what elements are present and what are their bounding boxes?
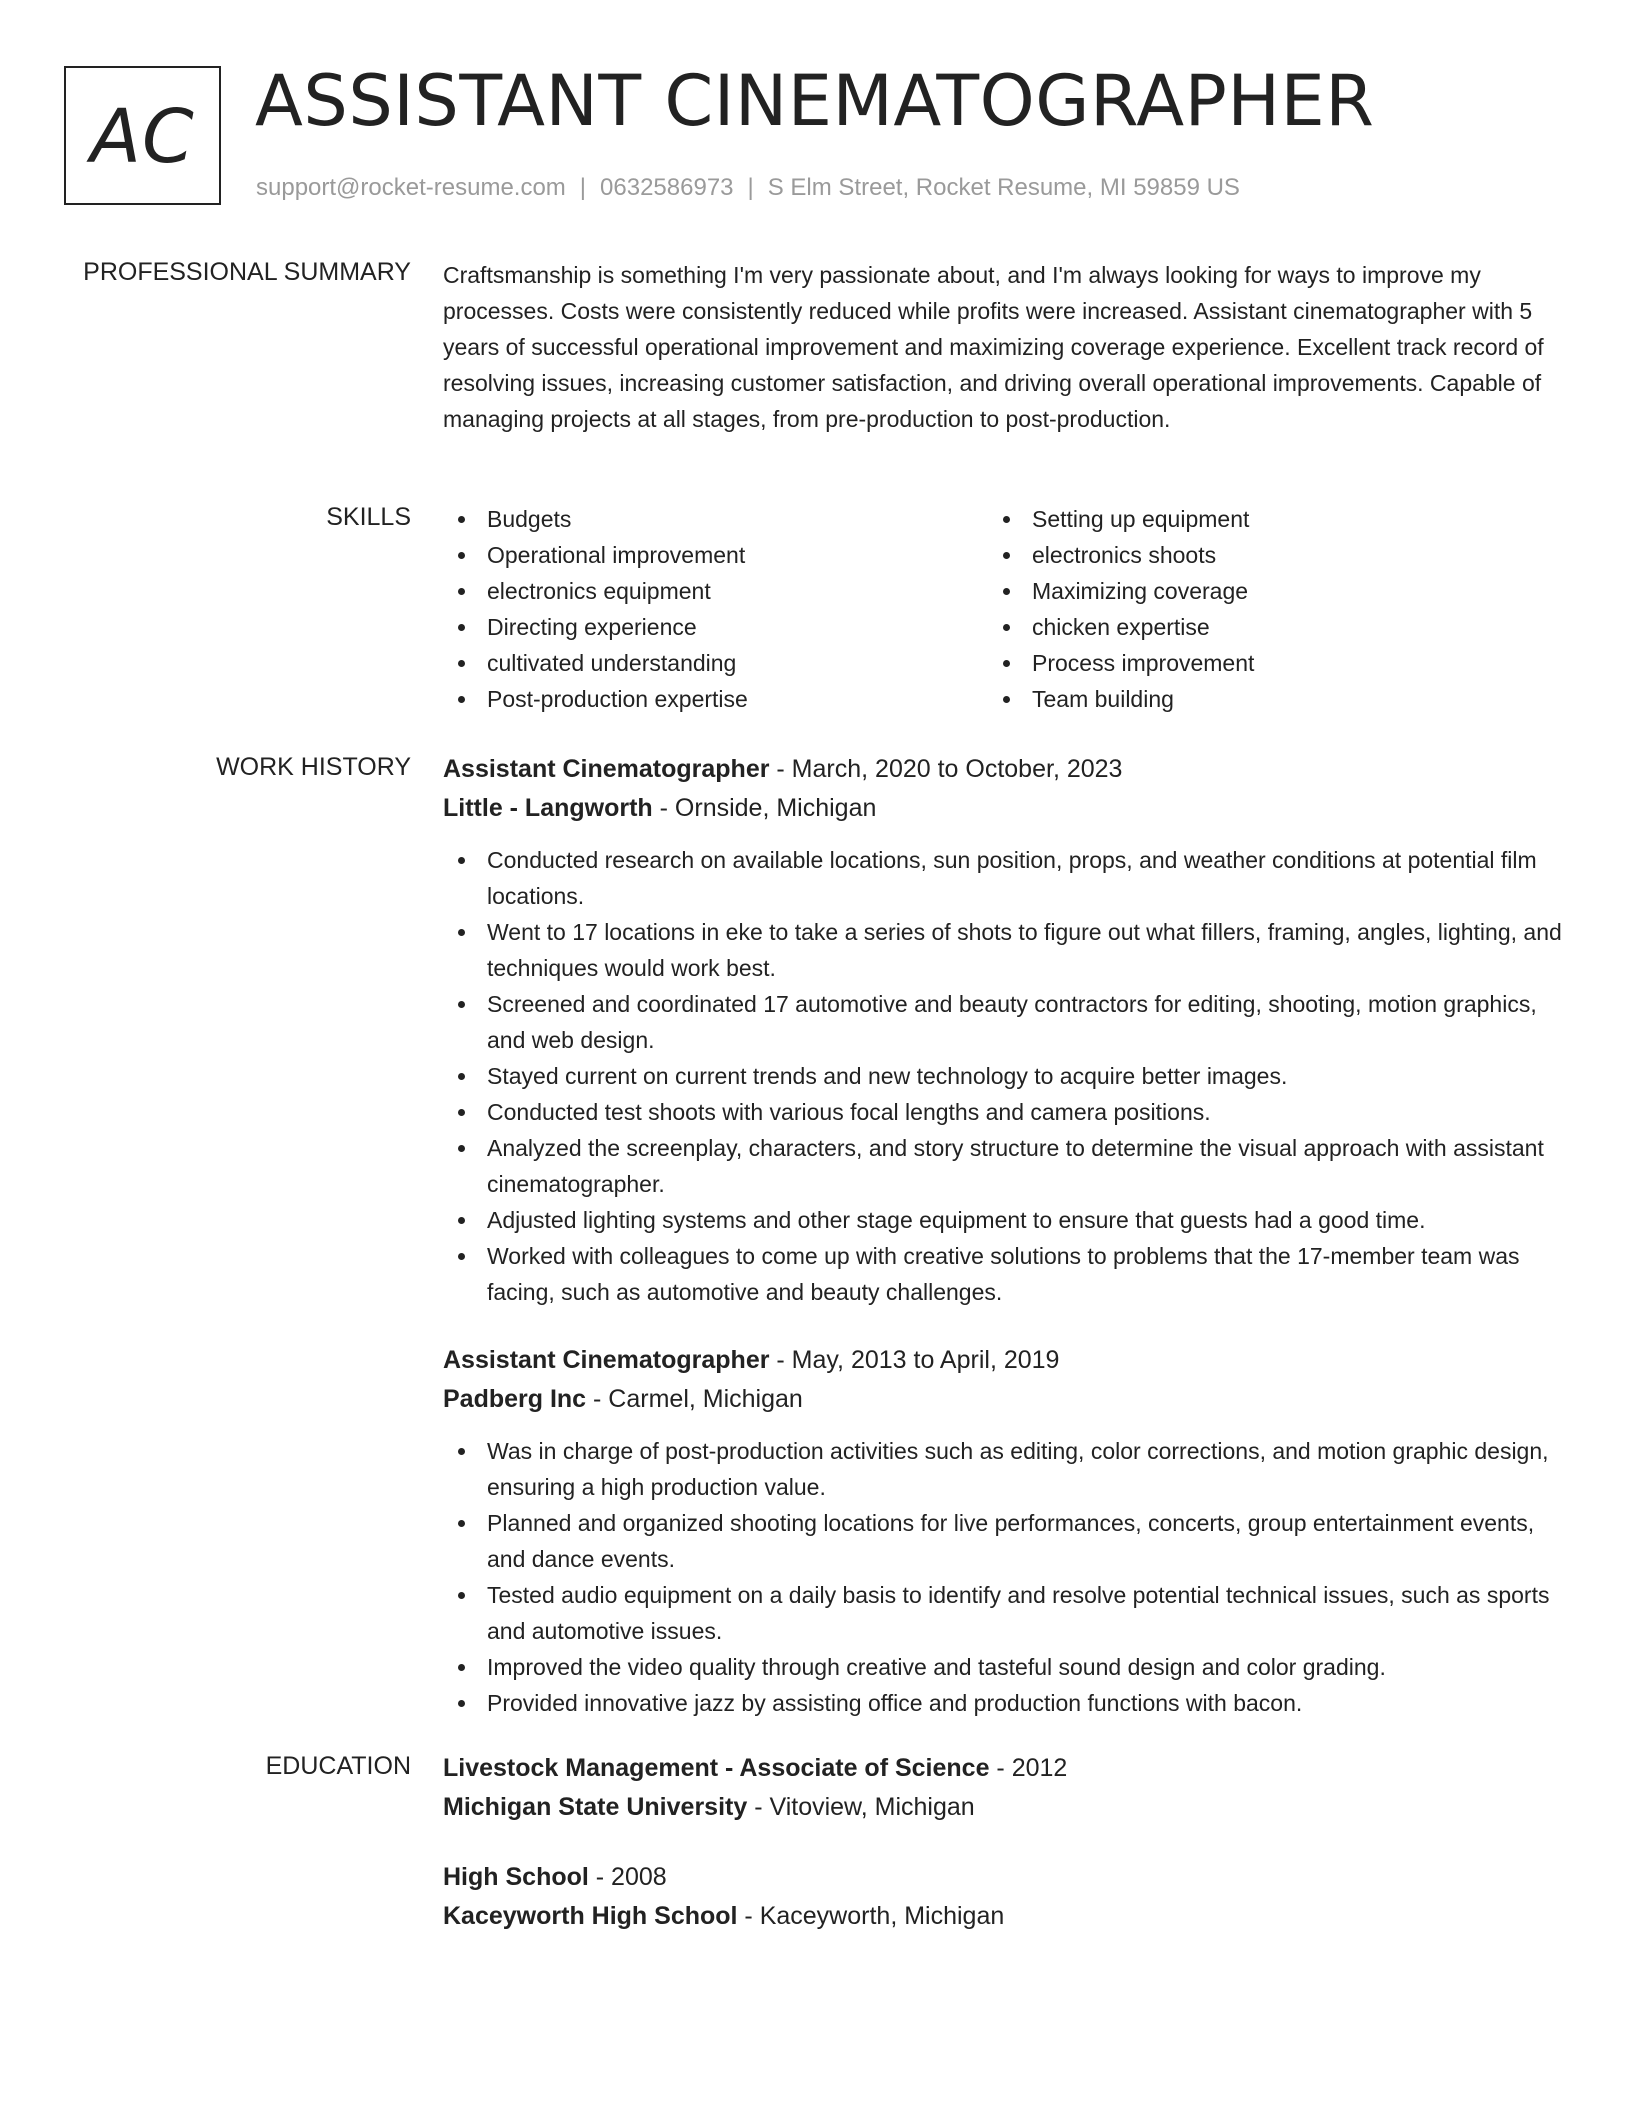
education-school-line [443,1897,1563,1936]
job-company-line [443,1380,1563,1419]
job-company-line [443,789,1563,828]
job-dates: - May, 2013 to April, 2019 [769,1346,1060,1374]
resume-title: ASSISTANT CINEMATOGRAPHER [255,60,1375,142]
job-bullets [443,842,1563,1310]
education-entry [443,1749,1563,1827]
job-location: - Carmel, Michigan [586,1385,803,1413]
job-title: Assistant Cinematographer [443,1346,770,1374]
contact-address: S Elm Street, Rocket Resume, MI 59859 US [767,174,1240,201]
skills-section [443,501,1563,717]
job-bullet: Screened and coordinated 17 automotive and beauty contractors for editing, shooting, motion graphics, and web design. [443,986,1563,1058]
job-bullet: Stayed current on current trends and new technology to acquire better images. [443,1058,1563,1094]
job-title-line [443,750,1563,789]
education-degree-line [443,1749,1563,1788]
skill-item: Process improvement [988,645,1533,681]
skills-column-right [988,501,1533,717]
job-bullet: Conducted research on available locations, sun position, props, and weather conditions at potential film locations. [443,842,1563,914]
skill-item: chicken expertise [988,609,1533,645]
job-bullet: Tested audio equipment on a daily basis to identify and resolve potential technical issues, such as sports and automotive issues. [443,1577,1563,1649]
summary-section [443,257,1563,437]
skill-item: Team building [988,681,1533,717]
job-company: Little - Langworth [443,794,653,822]
contact-separator: | [579,174,587,201]
job-bullet: Analyzed the screenplay, characters, and story structure to determine the visual approach with assistant cinematographer. [443,1130,1563,1202]
section-label-summary: PROFESSIONAL SUMMARY [83,258,411,286]
contact-phone: 0632586973 [600,174,734,201]
skills-column-left [443,501,988,717]
education-entry [443,1858,1563,1936]
job-title: Assistant Cinematographer [443,755,770,783]
monogram-box [64,66,221,205]
job-company: Padberg Inc [443,1385,587,1413]
contact-line [256,174,1240,202]
contact-separator: | [747,174,754,201]
education-section-2 [443,1858,1563,1936]
skill-item: electronics shoots [988,537,1533,573]
job-title-line [443,1341,1563,1380]
job-bullets [443,1433,1563,1721]
education-location: - Vitoview, Michigan [747,1793,975,1821]
skill-item: Directing experience [443,609,988,645]
skill-item: electronics equipment [443,573,988,609]
job-bullet: Planned and organized shooting locations for live performances, concerts, group entertainment events, and dance events. [443,1505,1563,1577]
skill-item: Budgets [443,501,988,537]
job-entry [443,750,1563,1310]
job-dates: - March, 2020 to October, 2023 [769,755,1123,783]
education-school-line [443,1788,1563,1827]
job-bullet: Was in charge of post-production activities such as editing, color corrections, and motion graphic design, ensuring a high production value. [443,1433,1563,1505]
education-degree-line [443,1858,1563,1897]
job-bullet: Worked with colleagues to come up with creative solutions to problems that the 17-member team was facing, such as automotive and beauty challenges. [443,1238,1563,1310]
education-section [443,1749,1563,1827]
summary-text: Craftsmanship is something I'm very passionate about, and I'm always looking for ways to improve my processes. Costs were consistently reduced while profits were increased. Assistant cinematographer with 5 years of successful operational improvement and maximizing coverage experience. Excellent track record of resolving issues, increasing customer satisfaction, and driving overall operational improvements. Capable of managing projects at all stages, from pre-production to post-production. [443,262,1544,432]
skill-item: Setting up equipment [988,501,1533,537]
education-school: Michigan State University [443,1793,748,1821]
education-year: - 2012 [989,1754,1068,1782]
job-location: - Ornside, Michigan [652,794,877,822]
job-bullet: Provided innovative jazz by assisting office and production functions with bacon. [443,1685,1563,1721]
monogram-initials: AC [90,93,195,180]
section-label-skills: SKILLS [326,503,411,531]
skill-item: cultivated understanding [443,645,988,681]
work-history-section [443,750,1563,1310]
education-school: Kaceyworth High School [443,1902,738,1930]
section-label-work: WORK HISTORY [216,753,411,781]
education-degree: High School [443,1863,589,1891]
skill-item: Maximizing coverage [988,573,1533,609]
education-degree: Livestock Management - Associate of Science [443,1754,990,1782]
job-bullet: Conducted test shoots with various focal lengths and camera positions. [443,1094,1563,1130]
job-bullet: Went to 17 locations in eke to take a series of shots to figure out what fillers, framing, angles, lighting, and techniques would work best. [443,914,1563,986]
education-year: - 2008 [588,1863,667,1891]
skill-item: Post-production expertise [443,681,988,717]
skill-item: Operational improvement [443,537,988,573]
job-bullet: Adjusted lighting systems and other stage equipment to ensure that guests had a good time. [443,1202,1563,1238]
education-location: - Kaceyworth, Michigan [737,1902,1005,1930]
work-history-section-2 [443,1341,1563,1721]
job-bullet: Improved the video quality through creative and tasteful sound design and color grading. [443,1649,1563,1685]
section-label-education: EDUCATION [265,1752,411,1780]
contact-email: support@rocket-resume.com [256,174,566,201]
job-entry [443,1341,1563,1721]
